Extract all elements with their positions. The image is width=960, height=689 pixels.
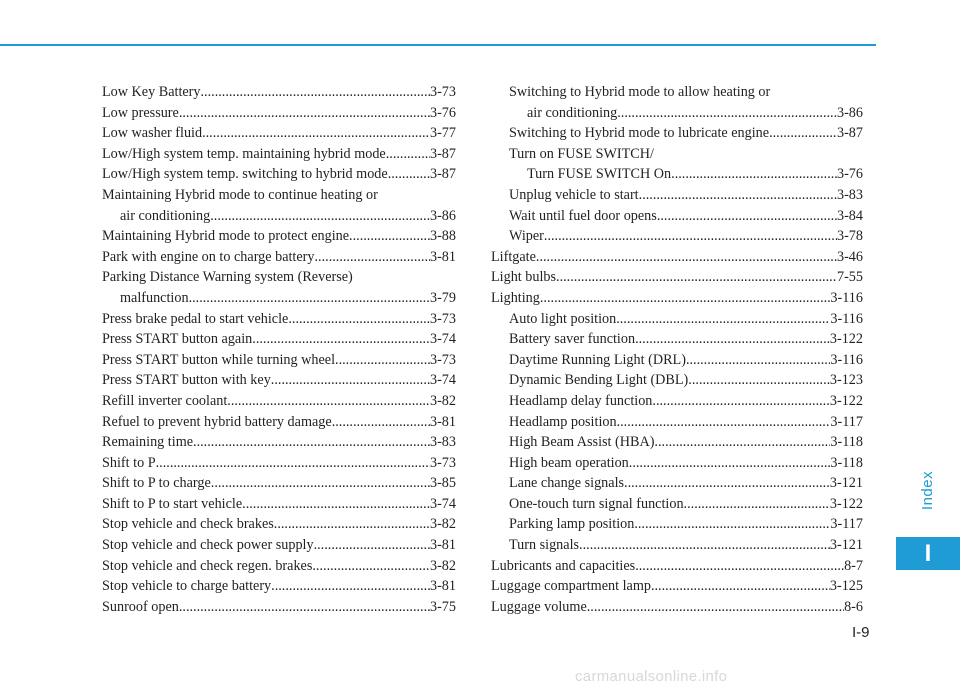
leader-dots — [210, 206, 430, 227]
entry-title: Parking Distance Warning system (Reverse) — [102, 269, 353, 286]
index-entry[interactable] — [491, 412, 863, 433]
section-tab-text: Index — [919, 470, 937, 510]
leader-dots — [654, 432, 830, 453]
header-rule — [0, 44, 876, 46]
leader-dots — [202, 123, 430, 144]
entry-title: Liftgate — [491, 248, 536, 265]
leader-dots — [252, 329, 430, 350]
entry-title: Stop vehicle and check power supply — [102, 537, 314, 554]
leader-dots — [686, 350, 830, 371]
leader-dots — [688, 370, 830, 391]
entry-page: 3-75 — [429, 598, 456, 615]
entry-title: Luggage volume — [491, 598, 587, 615]
leader-dots — [193, 432, 430, 453]
entry-page: 3-122 — [829, 495, 863, 512]
entry-page: 3-74 — [429, 495, 456, 512]
leader-dots — [179, 103, 430, 124]
entry-title: Maintaining Hybrid mode to protect engine — [102, 228, 350, 245]
index-entry[interactable] — [491, 556, 863, 577]
entry-page: 3-73 — [429, 351, 456, 368]
index-entry[interactable] — [491, 514, 863, 535]
index-entry[interactable] — [491, 576, 863, 597]
leader-dots — [388, 164, 430, 185]
entry-title: Low Key Battery — [102, 84, 201, 100]
index-entry[interactable] — [491, 288, 863, 309]
leader-dots — [201, 82, 430, 103]
leader-dots — [536, 247, 837, 268]
entry-page: 3-117 — [830, 413, 863, 430]
index-entry[interactable] — [491, 247, 863, 268]
index-entry[interactable] — [102, 185, 456, 226]
entry-title: Stop vehicle to charge battery — [102, 578, 272, 595]
entry-page: 3-117 — [830, 516, 863, 533]
index-entry[interactable] — [491, 370, 863, 391]
leader-dots — [288, 309, 430, 330]
entry-title: Shift to P — [102, 454, 156, 471]
entry-title: One-touch turn signal function — [509, 495, 684, 512]
entry-page: 3-116 — [830, 289, 863, 306]
index-entry[interactable] — [491, 473, 863, 494]
entry-page: 3-74 — [429, 331, 456, 348]
entry-continuation: Turn FUSE SWITCH On — [527, 166, 672, 183]
leader-dots — [179, 597, 430, 618]
leader-dots — [616, 309, 830, 330]
entry-page: 3-82 — [429, 392, 456, 409]
leader-dots — [635, 329, 830, 350]
entry-page: 3-86 — [429, 207, 456, 224]
index-entry[interactable] — [491, 453, 863, 474]
index-entry[interactable] — [102, 576, 456, 597]
entry-page: 3-73 — [429, 454, 456, 471]
entry-page: 3-73 — [429, 310, 456, 327]
index-entry[interactable] — [102, 123, 456, 144]
entry-title: Stop vehicle and check brakes — [102, 516, 274, 533]
entry-page: 3-82 — [429, 516, 456, 533]
leader-dots — [769, 123, 837, 144]
leader-dots — [635, 556, 844, 577]
entry-title: Battery saver function — [509, 331, 636, 348]
index-entry[interactable] — [491, 185, 863, 206]
index-entry[interactable] — [102, 412, 456, 433]
index-entry[interactable] — [491, 329, 863, 350]
index-entry[interactable] — [102, 226, 456, 247]
entry-page: 8-6 — [844, 598, 863, 615]
entry-title: Shift to P to start vehicle — [102, 495, 243, 512]
entry-title: High beam operation — [509, 454, 629, 471]
entry-page: 3-116 — [830, 310, 863, 327]
index-entry[interactable] — [491, 350, 863, 371]
section-tab-label — [896, 445, 960, 535]
leader-dots — [315, 247, 430, 268]
leader-dots — [211, 473, 430, 494]
leader-dots — [386, 144, 430, 165]
entry-title: Wait until fuel door opens — [509, 207, 657, 224]
index-entry[interactable] — [102, 103, 456, 124]
section-tab-letter: I — [896, 537, 960, 570]
entry-page: 3-82 — [429, 557, 456, 574]
entry-page: 3-121 — [829, 475, 863, 492]
entry-title: Lubricants and capacities — [491, 557, 636, 574]
entry-page: 3-87 — [836, 125, 863, 142]
entry-title: Daytime Running Light (DRL) — [509, 351, 686, 368]
leader-dots — [579, 535, 830, 556]
entry-page: 3-86 — [836, 104, 863, 121]
entry-title: Low washer fluid — [102, 125, 203, 142]
index-entry[interactable] — [491, 82, 863, 123]
index-entry[interactable] — [102, 329, 456, 350]
entry-continuation: air conditioning — [120, 207, 211, 224]
index-entry[interactable] — [102, 309, 456, 330]
index-entry[interactable] — [102, 391, 456, 412]
leader-dots — [274, 514, 430, 535]
entry-title: Refill inverter coolant — [102, 392, 228, 409]
leader-dots — [651, 576, 830, 597]
leader-dots — [624, 473, 830, 494]
index-entry[interactable] — [102, 535, 456, 556]
entry-page: 3-81 — [429, 413, 456, 430]
entry-page: 3-88 — [429, 228, 456, 245]
entry-page: 3-122 — [829, 331, 863, 348]
leader-dots — [671, 164, 837, 185]
entry-page: 3-116 — [830, 351, 863, 368]
entry-title: Maintaining Hybrid mode to continue heating or — [102, 186, 378, 203]
leader-dots — [540, 288, 831, 309]
entry-page: 3-122 — [829, 392, 863, 409]
leader-dots — [271, 576, 430, 597]
entry-title: Turn signals — [509, 537, 580, 554]
entry-page: 3-81 — [429, 578, 456, 595]
index-column-left — [102, 82, 456, 617]
entry-title: Wiper — [509, 228, 544, 245]
index-entry[interactable] — [102, 514, 456, 535]
leader-dots — [312, 556, 430, 577]
index-entry[interactable] — [102, 432, 456, 453]
index-entry[interactable] — [491, 309, 863, 330]
entry-page: 3-125 — [829, 578, 863, 595]
leader-dots — [227, 391, 430, 412]
entry-title: Turn on FUSE SWITCH/ — [509, 145, 654, 162]
leader-dots — [684, 494, 830, 515]
entry-title: Low/High system temp. switching to hybrid mode — [102, 166, 388, 183]
entry-title: Low pressure — [102, 104, 179, 121]
entry-title: Parking lamp position — [509, 516, 635, 533]
entry-title: Low/High system temp. maintaining hybrid mode — [102, 145, 386, 162]
entry-page: 8-7 — [844, 557, 863, 574]
watermark: carmanualsonline.info — [575, 668, 728, 685]
entry-page: 3-78 — [836, 228, 863, 245]
leader-dots — [639, 185, 837, 206]
index-entry[interactable] — [102, 267, 456, 308]
entry-page: 3-118 — [830, 454, 863, 471]
leader-dots — [189, 288, 430, 309]
index-entry[interactable] — [102, 473, 456, 494]
entry-page: 3-46 — [836, 248, 863, 265]
entry-page: 3-81 — [429, 248, 456, 265]
entry-title: Lane change signals — [509, 475, 625, 492]
entry-title: Lighting — [491, 289, 540, 306]
entry-title: Remaining time — [102, 434, 194, 451]
index-entry[interactable] — [491, 597, 863, 618]
index-entry[interactable] — [102, 82, 456, 103]
entry-title: Press START button again — [102, 331, 253, 348]
entry-page: 3-77 — [429, 125, 456, 142]
entry-page: 3-81 — [429, 537, 456, 554]
entry-title: Shift to P to charge — [102, 475, 211, 492]
index-entry[interactable] — [491, 206, 863, 227]
entry-title: Switching to Hybrid mode to lubricate engine — [509, 125, 770, 142]
index-entry[interactable] — [491, 123, 863, 144]
index-entry[interactable] — [491, 144, 863, 185]
entry-title: Sunroof open — [102, 598, 179, 615]
entry-title: Auto light position — [509, 310, 617, 327]
entry-page: 3-79 — [429, 289, 456, 306]
index-entry[interactable] — [491, 432, 863, 453]
leader-dots — [587, 597, 844, 618]
index-entry[interactable] — [491, 226, 863, 247]
entry-page: 3-121 — [829, 537, 863, 554]
entry-continuation: malfunction — [120, 289, 189, 306]
entry-page: 3-87 — [429, 145, 456, 162]
index-entry[interactable] — [102, 370, 456, 391]
entry-title: High Beam Assist (HBA) — [509, 434, 655, 451]
entry-title: Stop vehicle and check regen. brakes — [102, 557, 313, 574]
leader-dots — [617, 412, 831, 433]
index-column-right — [491, 82, 863, 617]
leader-dots — [544, 226, 837, 247]
entry-page: 3-118 — [830, 434, 863, 451]
index-entry[interactable] — [102, 556, 456, 577]
entry-title: Luggage compartment lamp — [491, 578, 651, 595]
entry-page: 3-123 — [829, 372, 863, 389]
entry-title: Press brake pedal to start vehicle — [102, 310, 289, 327]
entry-page: 3-76 — [429, 104, 456, 121]
index-entry[interactable] — [102, 494, 456, 515]
entry-title: Unplug vehicle to start — [509, 186, 639, 203]
leader-dots — [242, 494, 430, 515]
entry-title: Headlamp position — [509, 413, 617, 430]
entry-page: 3-85 — [429, 475, 456, 492]
entry-page: 3-76 — [836, 166, 863, 183]
entry-page: 3-84 — [836, 207, 863, 224]
entry-title: Park with engine on to charge battery — [102, 248, 315, 265]
index-entry[interactable] — [102, 247, 456, 268]
leader-dots — [314, 535, 430, 556]
leader-dots — [629, 453, 831, 474]
entry-title: Refuel to prevent hybrid battery damage — [102, 413, 332, 430]
leader-dots — [634, 514, 830, 535]
leader-dots — [349, 226, 430, 247]
leader-dots — [617, 103, 837, 124]
leader-dots — [657, 206, 837, 227]
index-entry[interactable] — [491, 494, 863, 515]
leader-dots — [335, 350, 430, 371]
entry-title: Light bulbs — [491, 269, 557, 286]
index-entry[interactable] — [102, 597, 456, 618]
entry-page: 7-55 — [836, 269, 863, 286]
index-entry[interactable] — [102, 350, 456, 371]
entry-page: 3-74 — [429, 372, 456, 389]
leader-dots — [332, 412, 430, 433]
entry-title: Press START button while turning wheel — [102, 351, 336, 368]
entry-title: Switching to Hybrid mode to allow heating or — [509, 84, 771, 100]
leader-dots — [652, 391, 829, 412]
leader-dots — [556, 267, 837, 288]
index-entry[interactable] — [491, 267, 863, 288]
index-entry[interactable] — [491, 535, 863, 556]
entry-page: 3-83 — [836, 186, 863, 203]
entry-title: Headlamp delay function — [509, 392, 653, 409]
index-entry[interactable] — [102, 453, 456, 474]
entry-page: 3-73 — [429, 84, 456, 100]
index-entry[interactable] — [491, 391, 863, 412]
entry-page: 3-87 — [429, 166, 456, 183]
index-entry[interactable] — [102, 164, 456, 185]
entry-title: Press START button with key — [102, 372, 271, 389]
page-number: I-9 — [852, 624, 870, 641]
leader-dots — [156, 453, 430, 474]
entry-title: Dynamic Bending Light (DBL) — [509, 372, 689, 389]
index-entry[interactable] — [102, 144, 456, 165]
entry-page: 3-83 — [429, 434, 456, 451]
leader-dots — [271, 370, 430, 391]
entry-continuation: air conditioning — [527, 104, 618, 121]
